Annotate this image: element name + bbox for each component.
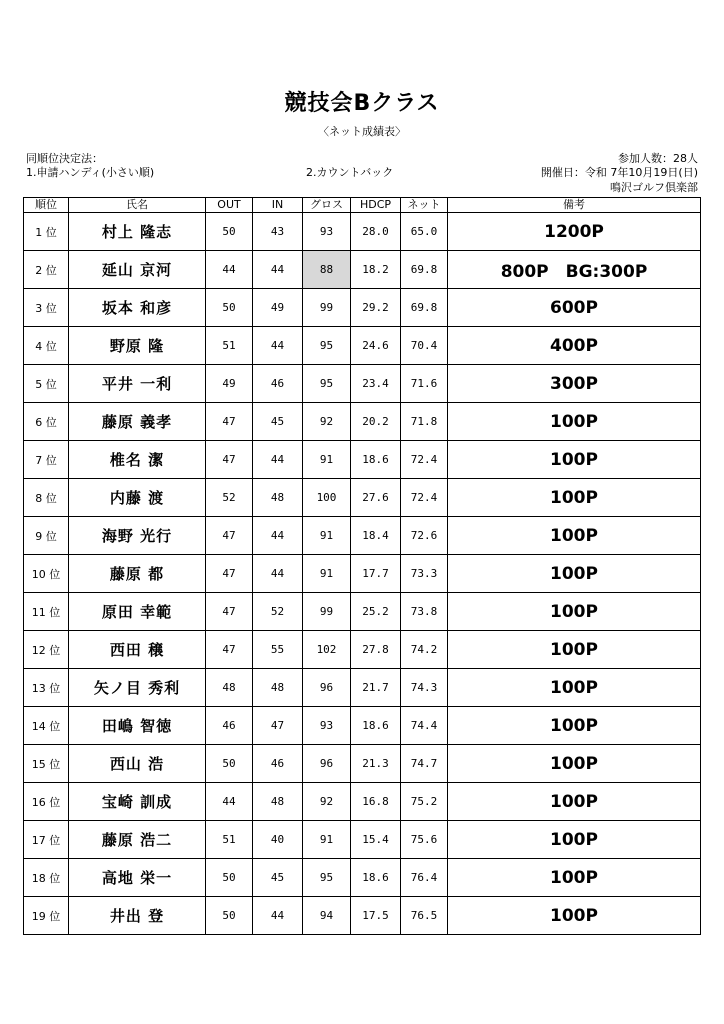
cell-note: 100P xyxy=(448,859,701,897)
cell-in: 40 xyxy=(253,821,303,859)
table-row xyxy=(24,631,701,669)
cell-in: 52 xyxy=(253,593,303,631)
cell-name: 坂本 和彦 xyxy=(69,289,206,327)
cell-rank: 13 位 xyxy=(24,669,69,707)
cell-note: 100P xyxy=(448,821,701,859)
cell-rank: 2 位 xyxy=(24,251,69,289)
cell-rank: 18 位 xyxy=(24,859,69,897)
cell-in: 47 xyxy=(253,707,303,745)
cell-rank: 19 位 xyxy=(24,897,69,935)
cell-net: 73.8 xyxy=(401,593,448,631)
cell-note: 100P xyxy=(448,593,701,631)
cell-note: 100P xyxy=(448,403,701,441)
cell-out: 49 xyxy=(206,365,253,403)
cell-note: 100P xyxy=(448,631,701,669)
cell-gross: 91 xyxy=(303,517,351,555)
table-row xyxy=(24,859,701,897)
header-rank: 順位 xyxy=(24,198,69,213)
cell-name: 海野 光行 xyxy=(69,517,206,555)
cell-note: 1200P xyxy=(448,213,701,251)
cell-in: 44 xyxy=(253,251,303,289)
cell-gross: 99 xyxy=(303,593,351,631)
cell-rank: 6 位 xyxy=(24,403,69,441)
table-row xyxy=(24,289,701,327)
cell-hdcp: 18.4 xyxy=(351,517,401,555)
cell-name: 内藤 渡 xyxy=(69,479,206,517)
cell-out: 52 xyxy=(206,479,253,517)
cell-rank: 16 位 xyxy=(24,783,69,821)
cell-gross: 102 xyxy=(303,631,351,669)
table-row xyxy=(24,821,701,859)
cell-gross: 92 xyxy=(303,783,351,821)
table-row xyxy=(24,403,701,441)
cell-out: 47 xyxy=(206,593,253,631)
cell-rank: 1 位 xyxy=(24,213,69,251)
table-row xyxy=(24,365,701,403)
cell-hdcp: 18.6 xyxy=(351,707,401,745)
header-out: OUT xyxy=(206,198,253,213)
cell-in: 48 xyxy=(253,783,303,821)
cell-gross: 93 xyxy=(303,213,351,251)
cell-in: 46 xyxy=(253,745,303,783)
cell-note: 800P BG:300P xyxy=(448,251,701,289)
cell-hdcp: 29.2 xyxy=(351,289,401,327)
cell-hdcp: 20.2 xyxy=(351,403,401,441)
cell-in: 48 xyxy=(253,669,303,707)
cell-note: 600P xyxy=(448,289,701,327)
cell-rank: 8 位 xyxy=(24,479,69,517)
cell-rank: 11 位 xyxy=(24,593,69,631)
cell-gross: 96 xyxy=(303,669,351,707)
cell-hdcp: 21.7 xyxy=(351,669,401,707)
cell-name: 高地 栄一 xyxy=(69,859,206,897)
cell-gross: 95 xyxy=(303,327,351,365)
cell-note: 100P xyxy=(448,441,701,479)
cell-note: 100P xyxy=(448,707,701,745)
cell-net: 73.3 xyxy=(401,555,448,593)
cell-name: 野原 隆 xyxy=(69,327,206,365)
cell-gross: 95 xyxy=(303,859,351,897)
tiebreak-rule-1: 1.申請ハンディ(小さい順) xyxy=(26,166,155,179)
cell-out: 48 xyxy=(206,669,253,707)
table-row xyxy=(24,745,701,783)
cell-note: 100P xyxy=(448,555,701,593)
cell-net: 71.8 xyxy=(401,403,448,441)
header-hdcp: HDCP xyxy=(351,198,401,213)
header-net: ネット xyxy=(401,198,448,213)
cell-in: 44 xyxy=(253,327,303,365)
cell-name: 田嶋 智徳 xyxy=(69,707,206,745)
cell-net: 74.2 xyxy=(401,631,448,669)
cell-hdcp: 15.4 xyxy=(351,821,401,859)
cell-net: 76.4 xyxy=(401,859,448,897)
cell-net: 74.7 xyxy=(401,745,448,783)
cell-net: 74.3 xyxy=(401,669,448,707)
page-subtitle: 〈ネット成績表〉 xyxy=(318,125,406,138)
table-row xyxy=(24,327,701,365)
cell-in: 45 xyxy=(253,403,303,441)
cell-name: 西山 浩 xyxy=(69,745,206,783)
cell-hdcp: 24.6 xyxy=(351,327,401,365)
cell-out: 51 xyxy=(206,821,253,859)
table-row xyxy=(24,897,701,935)
cell-name: 平井 一利 xyxy=(69,365,206,403)
cell-note: 100P xyxy=(448,897,701,935)
cell-name: 宝崎 訓成 xyxy=(69,783,206,821)
results-table xyxy=(23,197,701,935)
cell-hdcp: 18.2 xyxy=(351,251,401,289)
cell-out: 50 xyxy=(206,897,253,935)
cell-hdcp: 27.6 xyxy=(351,479,401,517)
cell-rank: 7 位 xyxy=(24,441,69,479)
table-row xyxy=(24,555,701,593)
header-name: 氏名 xyxy=(69,198,206,213)
cell-out: 47 xyxy=(206,403,253,441)
cell-rank: 12 位 xyxy=(24,631,69,669)
cell-net: 65.0 xyxy=(401,213,448,251)
event-date: 開催日：令和 7年10月19日(日) xyxy=(540,166,698,179)
cell-gross: 94 xyxy=(303,897,351,935)
cell-note: 300P xyxy=(448,365,701,403)
cell-gross: 92 xyxy=(303,403,351,441)
cell-gross: 91 xyxy=(303,441,351,479)
cell-note: 100P xyxy=(448,517,701,555)
cell-hdcp: 16.8 xyxy=(351,783,401,821)
cell-name: 延山 京河 xyxy=(69,251,206,289)
cell-rank: 9 位 xyxy=(24,517,69,555)
cell-hdcp: 28.0 xyxy=(351,213,401,251)
cell-out: 44 xyxy=(206,783,253,821)
cell-out: 50 xyxy=(206,745,253,783)
cell-net: 71.6 xyxy=(401,365,448,403)
header-in: IN xyxy=(253,198,303,213)
cell-net: 72.4 xyxy=(401,479,448,517)
cell-hdcp: 17.7 xyxy=(351,555,401,593)
cell-in: 55 xyxy=(253,631,303,669)
cell-rank: 14 位 xyxy=(24,707,69,745)
table-row xyxy=(24,593,701,631)
cell-gross: 88 xyxy=(303,251,351,289)
cell-gross: 95 xyxy=(303,365,351,403)
cell-in: 44 xyxy=(253,441,303,479)
cell-out: 47 xyxy=(206,631,253,669)
cell-in: 45 xyxy=(253,859,303,897)
cell-note: 100P xyxy=(448,783,701,821)
cell-rank: 10 位 xyxy=(24,555,69,593)
cell-out: 47 xyxy=(206,517,253,555)
cell-net: 75.2 xyxy=(401,783,448,821)
cell-name: 椎名 潔 xyxy=(69,441,206,479)
cell-name: 原田 幸範 xyxy=(69,593,206,631)
cell-out: 47 xyxy=(206,441,253,479)
cell-out: 50 xyxy=(206,859,253,897)
cell-in: 44 xyxy=(253,897,303,935)
cell-rank: 5 位 xyxy=(24,365,69,403)
cell-hdcp: 21.3 xyxy=(351,745,401,783)
participant-count: 参加人数：28人 xyxy=(618,152,698,165)
cell-hdcp: 23.4 xyxy=(351,365,401,403)
table-row xyxy=(24,251,701,289)
cell-out: 47 xyxy=(206,555,253,593)
cell-net: 74.4 xyxy=(401,707,448,745)
cell-in: 44 xyxy=(253,517,303,555)
cell-rank: 4 位 xyxy=(24,327,69,365)
cell-hdcp: 27.8 xyxy=(351,631,401,669)
cell-name: 藤原 都 xyxy=(69,555,206,593)
tiebreak-rule-2: 2.カウントバック xyxy=(306,166,394,179)
cell-net: 72.4 xyxy=(401,441,448,479)
cell-name: 藤原 浩二 xyxy=(69,821,206,859)
cell-out: 46 xyxy=(206,707,253,745)
cell-out: 51 xyxy=(206,327,253,365)
cell-note: 400P xyxy=(448,327,701,365)
cell-name: 矢ノ目 秀利 xyxy=(69,669,206,707)
table-header-row xyxy=(24,198,701,213)
table-row xyxy=(24,479,701,517)
cell-name: 藤原 義孝 xyxy=(69,403,206,441)
cell-net: 72.6 xyxy=(401,517,448,555)
page-title: 競技会Bクラス xyxy=(284,91,440,116)
cell-net: 76.5 xyxy=(401,897,448,935)
cell-in: 48 xyxy=(253,479,303,517)
cell-note: 100P xyxy=(448,745,701,783)
cell-in: 49 xyxy=(253,289,303,327)
cell-hdcp: 18.6 xyxy=(351,441,401,479)
cell-gross: 93 xyxy=(303,707,351,745)
table-row xyxy=(24,783,701,821)
cell-net: 69.8 xyxy=(401,289,448,327)
table-row xyxy=(24,517,701,555)
cell-out: 50 xyxy=(206,289,253,327)
cell-hdcp: 17.5 xyxy=(351,897,401,935)
cell-gross: 100 xyxy=(303,479,351,517)
header-gross: グロス xyxy=(303,198,351,213)
cell-gross: 99 xyxy=(303,289,351,327)
cell-name: 井出 登 xyxy=(69,897,206,935)
cell-name: 西田 穣 xyxy=(69,631,206,669)
cell-name: 村上 隆志 xyxy=(69,213,206,251)
cell-gross: 91 xyxy=(303,821,351,859)
cell-net: 70.4 xyxy=(401,327,448,365)
table-row xyxy=(24,213,701,251)
cell-rank: 3 位 xyxy=(24,289,69,327)
cell-note: 100P xyxy=(448,669,701,707)
cell-rank: 17 位 xyxy=(24,821,69,859)
cell-hdcp: 25.2 xyxy=(351,593,401,631)
cell-out: 50 xyxy=(206,213,253,251)
table-row xyxy=(24,707,701,745)
cell-gross: 96 xyxy=(303,745,351,783)
table-row xyxy=(24,441,701,479)
club-name: 鳴沢ゴルフ倶楽部 xyxy=(610,181,698,194)
cell-in: 43 xyxy=(253,213,303,251)
cell-note: 100P xyxy=(448,479,701,517)
cell-in: 44 xyxy=(253,555,303,593)
table-row xyxy=(24,669,701,707)
cell-out: 44 xyxy=(206,251,253,289)
tiebreak-label: 同順位決定法： xyxy=(26,152,103,165)
cell-in: 46 xyxy=(253,365,303,403)
cell-gross: 91 xyxy=(303,555,351,593)
cell-net: 69.8 xyxy=(401,251,448,289)
cell-hdcp: 18.6 xyxy=(351,859,401,897)
cell-rank: 15 位 xyxy=(24,745,69,783)
cell-net: 75.6 xyxy=(401,821,448,859)
header-note: 備考 xyxy=(448,198,701,213)
